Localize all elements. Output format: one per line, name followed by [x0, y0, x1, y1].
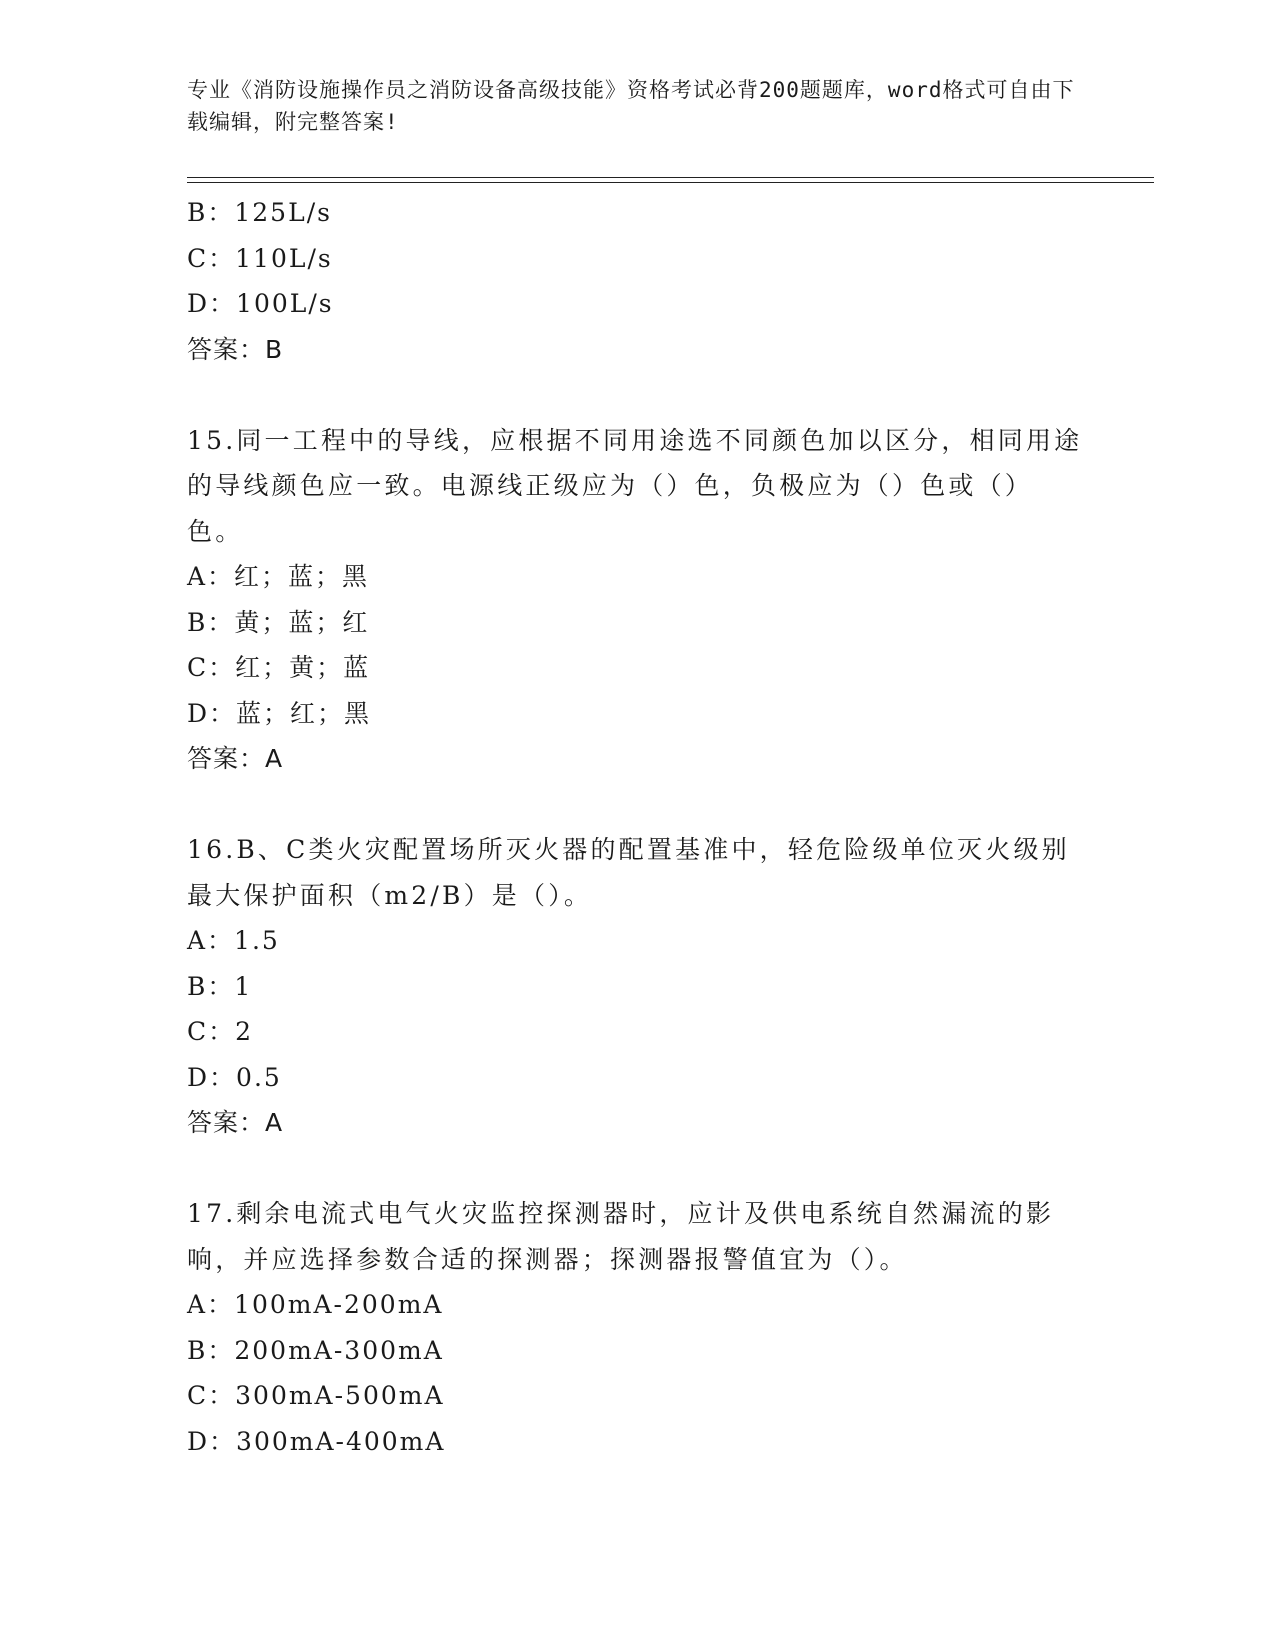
question-16: [187, 827, 1087, 1146]
answer: 答案：A: [187, 1108, 284, 1137]
option-a: A：100mA-200mA: [187, 1290, 444, 1319]
option-c: C：300mA-500mA: [187, 1381, 445, 1410]
option-c: C：2: [187, 1017, 254, 1046]
question-14-tail: [187, 190, 1087, 372]
header-divider-bottom: [187, 182, 1154, 183]
question-text: 15.同一工程中的导线，应根据不同用途选不同颜色加以区分，相同用途的导线颜色应一致。电源线正级应为（）色，负极应为（）色或（）色。: [187, 425, 1083, 546]
header-title: 专业《消防设施操作员之消防设备高级技能》资格考试必背200题题库，word格式可自由下载编辑，附完整答案!: [187, 78, 1075, 134]
option-c: C：红；黄；蓝: [187, 653, 371, 682]
question-15: [187, 418, 1087, 782]
option-b: B：200mA-300mA: [187, 1335, 444, 1365]
option-a: A：1.5: [187, 926, 280, 955]
option-b: B：1: [187, 971, 253, 1001]
answer: 答案：A: [187, 744, 284, 773]
option-c: C：110L/s: [187, 243, 333, 273]
option-a: A：红；蓝；黑: [187, 562, 370, 591]
option-d: D：300mA-400mA: [187, 1426, 446, 1456]
document-header: [187, 74, 1087, 138]
option-d: D：0.5: [187, 1062, 282, 1092]
option-d: D：100L/s: [187, 289, 334, 318]
question-list: [187, 190, 1087, 1464]
question-17: [187, 1191, 1087, 1464]
question-text: 17.剩余电流式电气火灾监控探测器时，应计及供电系统自然漏流的影响，并应选择参数合适的探测器；探测器报警值宜为（）。: [187, 1199, 1055, 1274]
answer: 答案：B: [187, 334, 284, 364]
option-b: B：黄；蓝；红: [187, 607, 370, 637]
option-b: B：125L/s: [187, 198, 332, 227]
question-text: 16.B、C类火灾配置场所灭火器的配置基准中，轻危险级单位灭火级别最大保护面积（m2/B）是（）。: [187, 835, 1070, 910]
option-d: D：蓝；红；黑: [187, 698, 372, 728]
header-divider-top: [187, 177, 1154, 178]
